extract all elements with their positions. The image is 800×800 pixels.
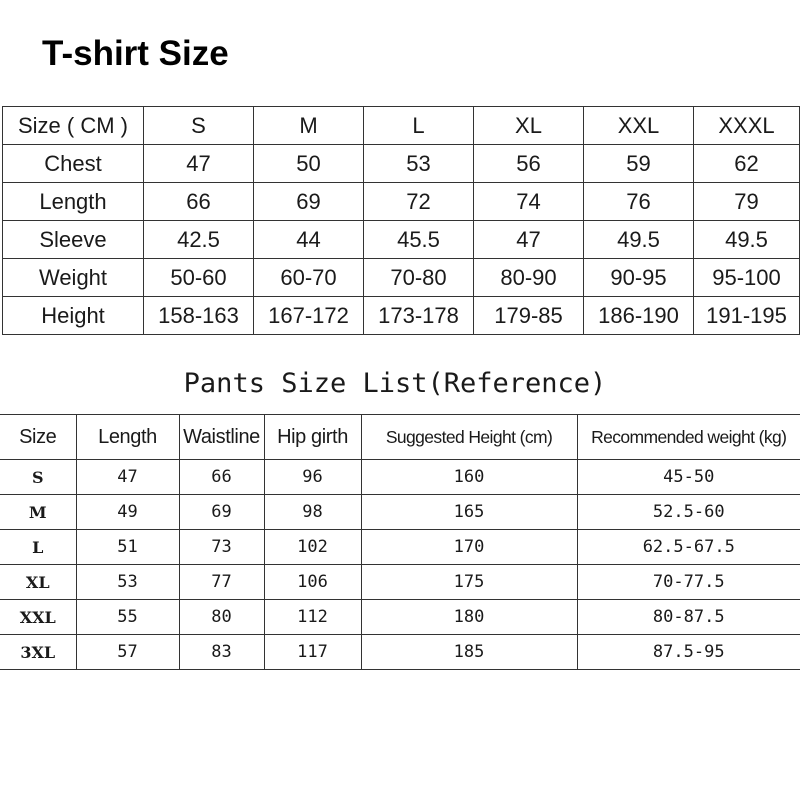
pants-row-xl (0, 565, 800, 600)
table-cell: 186-190 (584, 297, 694, 335)
size-cell: 3XL (0, 635, 76, 670)
tshirt-row-chest (3, 145, 800, 183)
table-cell: 62.5-67.5 (577, 530, 800, 565)
table-cell: 185 (361, 635, 577, 670)
tshirt-size-title: T-shirt Size (42, 34, 229, 73)
table-cell: 52.5-60 (577, 495, 800, 530)
table-cell: 49 (76, 495, 179, 530)
table-cell: 62 (694, 145, 800, 183)
table-cell: 96 (264, 460, 361, 495)
tshirt-header-xxxl: XXXL (694, 107, 800, 145)
table-cell: 72 (364, 183, 474, 221)
pants-header-row (0, 415, 800, 460)
pants-header-size: Size (0, 415, 76, 460)
table-cell: 45.5 (364, 221, 474, 259)
table-cell: 167-172 (254, 297, 364, 335)
pants-size-table (0, 414, 800, 670)
row-label: Length (3, 183, 144, 221)
table-cell: 80-87.5 (577, 600, 800, 635)
table-cell: 70-80 (364, 259, 474, 297)
table-cell: 102 (264, 530, 361, 565)
pants-header-recommended-weight: Recommended weight (kg) (577, 415, 800, 460)
table-cell: 59 (584, 145, 694, 183)
row-label: Height (3, 297, 144, 335)
tshirt-header-s: S (144, 107, 254, 145)
table-cell: 175 (361, 565, 577, 600)
pants-row-s (0, 460, 800, 495)
pants-header-suggested-height: Suggested Height (cm) (361, 415, 577, 460)
table-cell: 60-70 (254, 259, 364, 297)
table-cell: 90-95 (584, 259, 694, 297)
table-cell: 49.5 (694, 221, 800, 259)
tshirt-row-height (3, 297, 800, 335)
table-cell: 66 (144, 183, 254, 221)
tshirt-header-size: Size ( CM ) (3, 107, 144, 145)
table-cell: 74 (474, 183, 584, 221)
table-cell: 50 (254, 145, 364, 183)
table-cell: 45-50 (577, 460, 800, 495)
row-label: Weight (3, 259, 144, 297)
tshirt-header-m: M (254, 107, 364, 145)
pants-row-m (0, 495, 800, 530)
table-cell: 44 (254, 221, 364, 259)
table-cell: 47 (144, 145, 254, 183)
row-label: Sleeve (3, 221, 144, 259)
size-cell: XXL (0, 600, 76, 635)
table-cell: 76 (584, 183, 694, 221)
table-cell: 80 (179, 600, 264, 635)
size-cell: S (0, 460, 76, 495)
tshirt-header-xl: XL (474, 107, 584, 145)
pants-header-length: Length (76, 415, 179, 460)
tshirt-header-l: L (364, 107, 474, 145)
table-cell: 69 (179, 495, 264, 530)
size-cell: L (0, 530, 76, 565)
pants-header-waistline: Waistline (179, 415, 264, 460)
table-cell: 180 (361, 600, 577, 635)
table-cell: 98 (264, 495, 361, 530)
table-cell: 158-163 (144, 297, 254, 335)
table-cell: 51 (76, 530, 179, 565)
table-cell: 53 (76, 565, 179, 600)
pants-size-title: Pants Size List(Reference) (183, 368, 607, 399)
table-cell: 77 (179, 565, 264, 600)
table-cell: 80-90 (474, 259, 584, 297)
tshirt-header-row (3, 107, 800, 145)
table-cell: 55 (76, 600, 179, 635)
table-cell: 160 (361, 460, 577, 495)
table-cell: 95-100 (694, 259, 800, 297)
table-cell: 47 (76, 460, 179, 495)
table-cell: 83 (179, 635, 264, 670)
table-cell: 173-178 (364, 297, 474, 335)
table-cell: 79 (694, 183, 800, 221)
tshirt-header-xxl: XXL (584, 107, 694, 145)
row-label: Chest (3, 145, 144, 183)
table-cell: 57 (76, 635, 179, 670)
size-cell: M (0, 495, 76, 530)
table-cell: 87.5-95 (577, 635, 800, 670)
table-cell: 56 (474, 145, 584, 183)
table-cell: 165 (361, 495, 577, 530)
table-cell: 73 (179, 530, 264, 565)
tshirt-row-length (3, 183, 800, 221)
table-cell: 49.5 (584, 221, 694, 259)
tshirt-size-table (2, 106, 800, 335)
pants-row-xxl (0, 600, 800, 635)
table-cell: 42.5 (144, 221, 254, 259)
table-cell: 191-195 (694, 297, 800, 335)
pants-header-hip-girth: Hip girth (264, 415, 361, 460)
table-cell: 112 (264, 600, 361, 635)
table-cell: 170 (361, 530, 577, 565)
pants-row-3xl (0, 635, 800, 670)
tshirt-row-weight (3, 259, 800, 297)
table-cell: 106 (264, 565, 361, 600)
tshirt-row-sleeve (3, 221, 800, 259)
pants-row-l (0, 530, 800, 565)
table-cell: 179-85 (474, 297, 584, 335)
table-cell: 70-77.5 (577, 565, 800, 600)
table-cell: 53 (364, 145, 474, 183)
size-cell: XL (0, 565, 76, 600)
table-cell: 117 (264, 635, 361, 670)
table-cell: 66 (179, 460, 264, 495)
table-cell: 69 (254, 183, 364, 221)
table-cell: 50-60 (144, 259, 254, 297)
table-cell: 47 (474, 221, 584, 259)
